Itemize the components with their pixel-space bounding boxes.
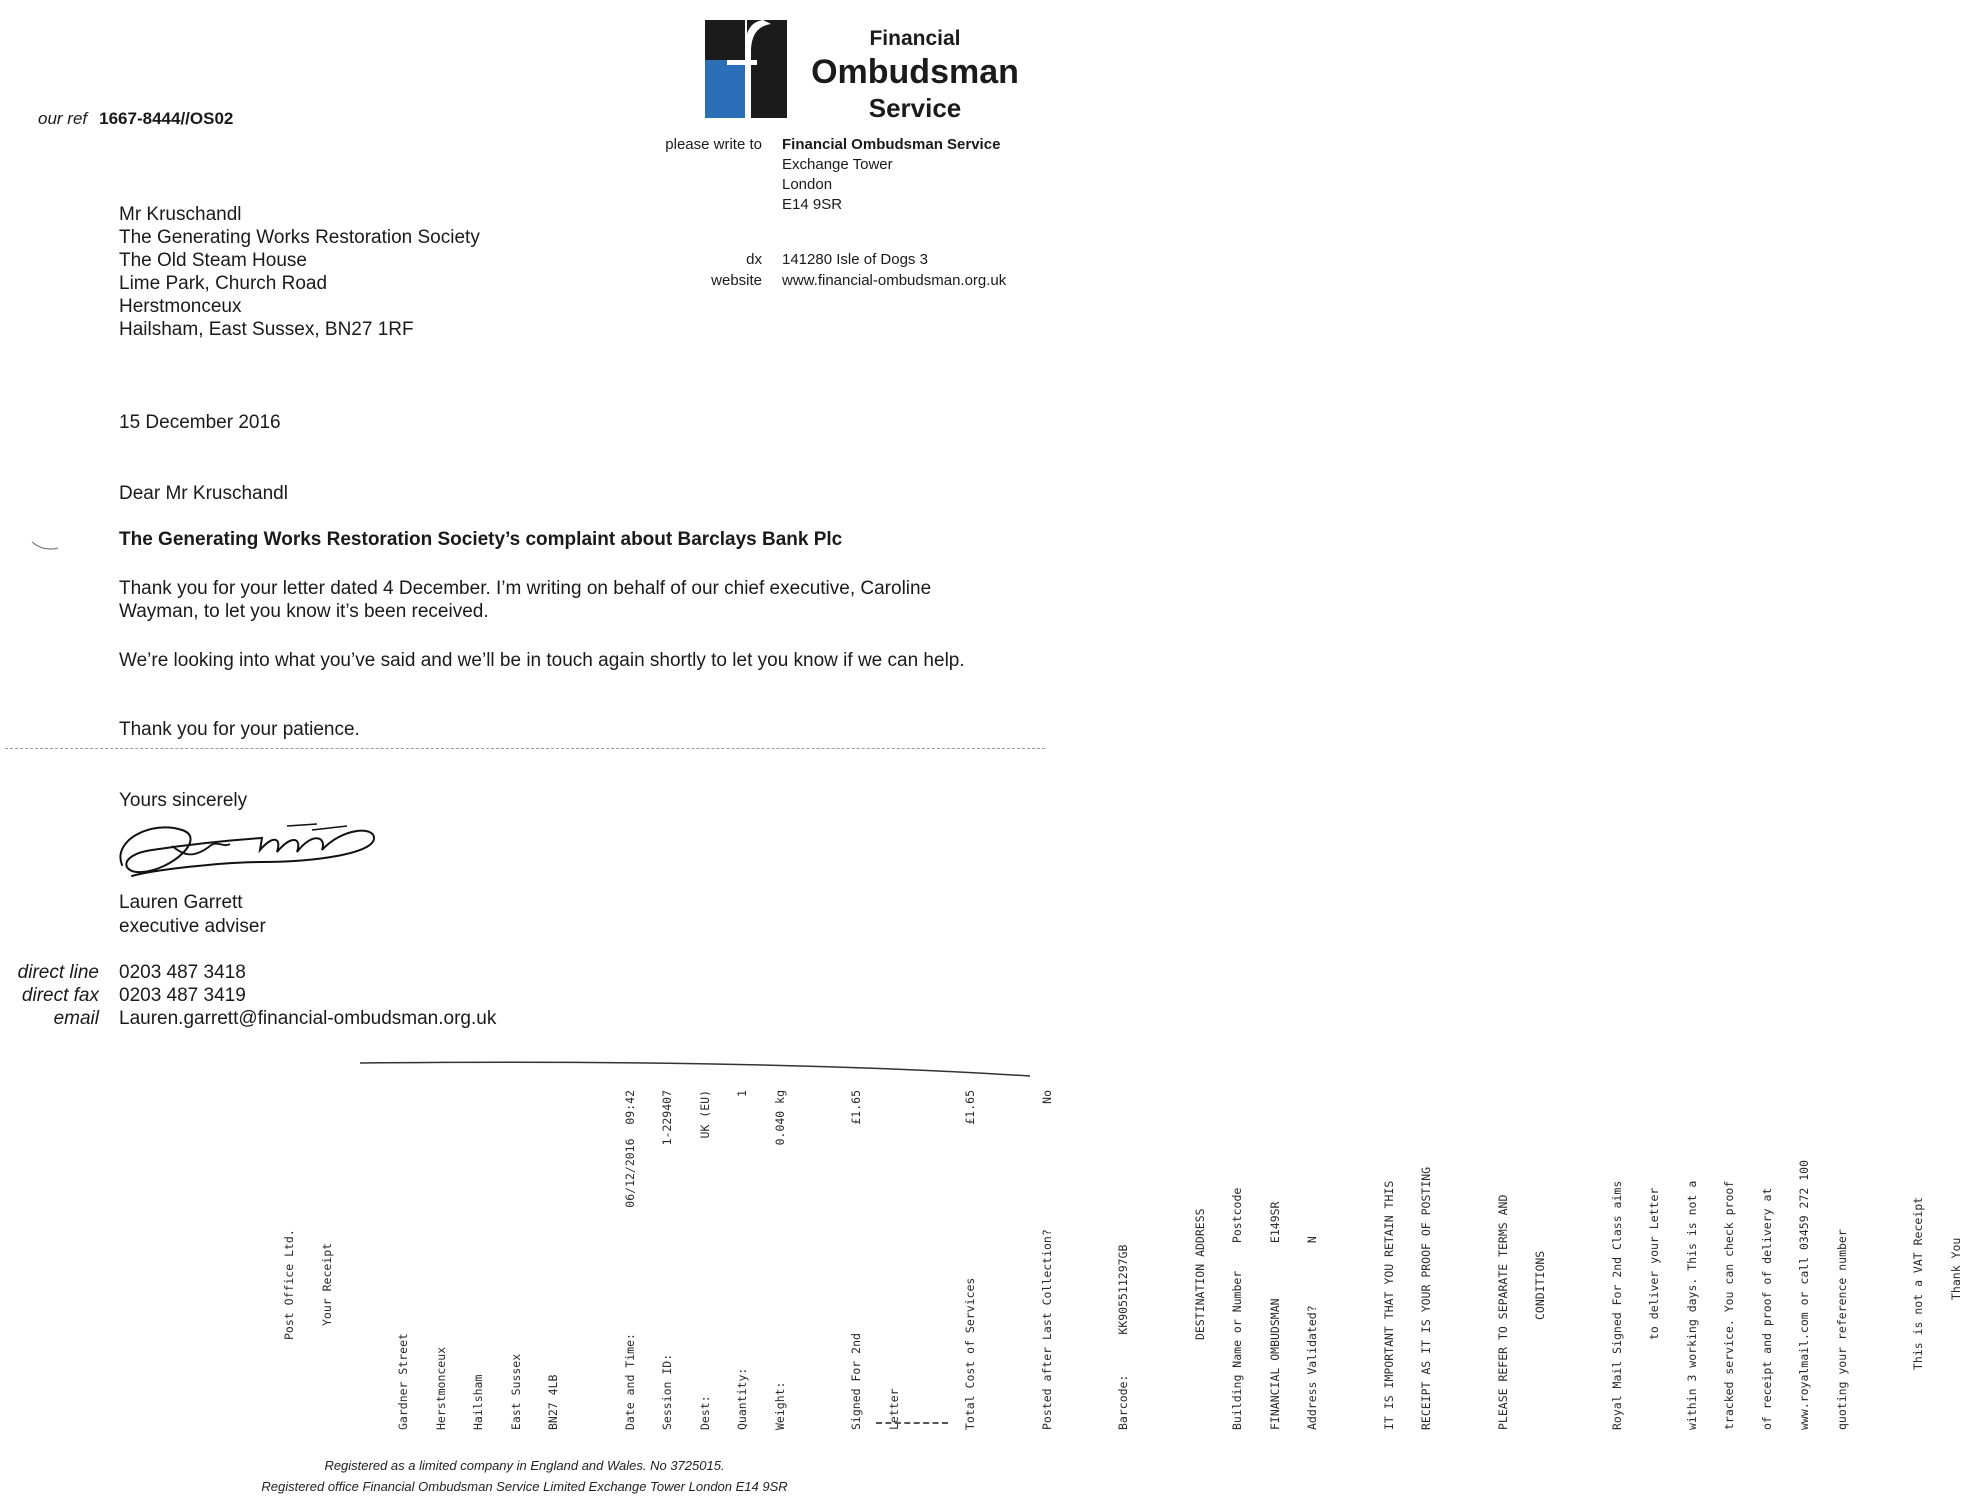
receipt-barcode	[1117, 1090, 1130, 1430]
signature-image	[112, 810, 382, 890]
receipt-terms-line: PLEASE REFER TO SEPARATE TERMS AND	[1495, 1194, 1510, 1430]
receipt-field-label: Quantity:	[735, 1367, 749, 1430]
website-label: website	[711, 272, 762, 289]
write-to-label: please write to	[665, 136, 762, 153]
receipt-barcode-label: Barcode:	[1116, 1374, 1130, 1430]
receipt-royal-mail-line: to deliver your Letter	[1647, 1187, 1661, 1340]
fos-logo-icon	[705, 20, 787, 118]
receipt-notice-line: RECEIPT AS IT IS YOUR PROOF OF POSTING	[1419, 1166, 1433, 1430]
contact-label-direct-fax: direct fax	[21, 985, 99, 1006]
receipt-field	[699, 1090, 712, 1430]
recipient-line: Hailsham, East Sussex, BN27 1RF	[119, 319, 414, 340]
receipt-branch-line: East Sussex	[508, 1353, 523, 1430]
dx-value: 141280 Isle of Dogs 3	[782, 251, 928, 268]
website-link[interactable]: www.financial-ombudsman.org.uk	[782, 272, 1007, 289]
closing: Yours sincerely	[119, 790, 248, 811]
signer-name: Lauren Garrett	[119, 892, 243, 913]
recipient-line: Lime Park, Church Road	[119, 273, 328, 294]
receipt-royal-mail-line: www.royalmail.com or call 03459 272 100	[1797, 1159, 1811, 1430]
contact-labels	[0, 961, 99, 1030]
post-office-receipt	[258, 1090, 1963, 1430]
receipt-destination-line: Address Validated? N	[1305, 1236, 1319, 1430]
footer-line: Registered office Financial Ombudsman Service Limited Exchange Tower London E14 9SR	[261, 1479, 788, 1494]
fos-logo-text	[795, 26, 1035, 124]
letter-subject: The Generating Works Restoration Society’s complaint about Barclays Bank Plc	[119, 529, 843, 550]
receipt-branch-line: Gardner Street	[396, 1333, 410, 1430]
receipt-royal-mail-line: Royal Mail Signed For 2nd Class aims	[1609, 1180, 1624, 1430]
sender-address-line: E14 9SR	[782, 196, 843, 213]
receipt-header: Post Office Ltd.	[282, 1229, 296, 1340]
receipt-branch-line: BN27 4LB	[546, 1374, 560, 1430]
recipient-line: Herstmonceux	[119, 296, 242, 317]
receipt-destination-line: DESTINATION ADDRESS	[1192, 1208, 1207, 1340]
sender-address	[782, 135, 1000, 215]
receipt-royal-mail-line: of receipt and proof of delivery at	[1759, 1187, 1774, 1430]
receipt-destination-line: Building Name or Number Postcode	[1230, 1187, 1244, 1430]
body-paragraph: Thank you for your letter dated 4 December. I’m writing on behalf of our chief executive, Caroline Wayman, to let you know it’s been received.	[119, 578, 932, 622]
salutation: Dear Mr Kruschandl	[119, 483, 288, 504]
receipt-field-label: Dest:	[697, 1395, 712, 1430]
recipient-line: The Old Steam House	[119, 250, 307, 271]
scan-mark	[876, 1422, 948, 1430]
logo-line-financial: Financial	[869, 27, 961, 50]
dx-label: dx	[746, 251, 762, 268]
receipt-posted-value: No	[1039, 1090, 1054, 1104]
receipt-service-label: Signed For 2nd	[849, 1333, 863, 1430]
footer-line: Registered as a limited company in England and Wales. No 3725015.	[324, 1458, 725, 1473]
receipt-total	[964, 1090, 977, 1430]
receipt-terms-line: CONDITIONS	[1533, 1250, 1547, 1320]
receipt-royal-mail-line: within 3 working days. This is not a	[1684, 1180, 1699, 1430]
receipt-total-value: £1.65	[963, 1090, 977, 1125]
logo-line-ombudsman: Ombudsman	[811, 53, 1019, 91]
receipt-field	[661, 1090, 674, 1430]
recipient-line: Mr Kruschandl	[119, 204, 242, 225]
our-reference	[38, 109, 233, 129]
receipt-branch-line: Herstmonceux	[433, 1346, 448, 1430]
receipt-field-label: Session ID:	[660, 1353, 674, 1430]
signer-role: executive adviser	[119, 916, 266, 937]
receipt-vat-line: Thank You	[1948, 1237, 1963, 1300]
receipt-service-value: £1.65	[849, 1090, 863, 1125]
body-paragraph: We’re looking into what you’ve said and we’ll be in touch again shortly to let you know if we can help.	[119, 650, 965, 671]
receipt-field	[774, 1090, 787, 1430]
receipt-field-value: 06/12/2016 09:42	[622, 1090, 637, 1208]
receipt-destination-line: FINANCIAL OMBUDSMAN E149SR	[1267, 1201, 1282, 1430]
receipt-royal-mail-line: quoting your reference number	[1834, 1229, 1849, 1430]
body-paragraph: Thank you for your patience.	[119, 719, 360, 740]
direct-fax-value: 0203 487 3419	[119, 985, 246, 1006]
reference-value: 1667-8444//OS02	[99, 109, 234, 128]
receipt-field-value: 1	[735, 1090, 749, 1097]
contact-label-direct-line: direct line	[17, 962, 99, 983]
receipt-field	[624, 1090, 637, 1430]
recipient-address	[119, 203, 480, 341]
sender-address-line: London	[782, 176, 833, 193]
receipt-service-label-2: Letter	[886, 1388, 901, 1430]
receipt-edge	[360, 1060, 1030, 1080]
receipt-notice-line: IT IS IMPORTANT THAT YOU RETAIN THIS	[1381, 1180, 1396, 1430]
letter-date: 15 December 2016	[119, 412, 281, 433]
receipt-field-value: UK (EU)	[697, 1090, 712, 1139]
logo-line-service: Service	[868, 93, 962, 123]
email-link[interactable]: Lauren.garrett@financial-ombudsman.org.uk	[119, 1008, 497, 1029]
receipt-posted	[1041, 1090, 1054, 1430]
receipt-field-label: Weight:	[772, 1381, 787, 1430]
page-footer	[0, 1455, 1049, 1497]
scan-mark	[30, 538, 60, 552]
receipt-barcode-value: KK905511297GB	[1116, 1244, 1130, 1335]
divider	[5, 748, 1045, 749]
receipt-vat-line: This is not a VAT Receipt	[1911, 1196, 1925, 1370]
sender-address-line: Exchange Tower	[782, 156, 893, 173]
direct-line-value: 0203 487 3418	[119, 962, 246, 983]
receipt-posted-label: Posted after Last Collection?	[1039, 1229, 1054, 1430]
receipt-header: Your Receipt	[319, 1242, 334, 1326]
receipt-field-value: 1-229407	[660, 1090, 674, 1146]
receipt-service	[850, 1090, 863, 1430]
sender-address-line: Financial Ombudsman Service	[782, 136, 1001, 153]
receipt-field	[736, 1090, 749, 1430]
reference-label: our ref	[38, 109, 88, 128]
receipt-royal-mail-line: tracked service. You can check proof	[1722, 1180, 1736, 1430]
contact-label-email: email	[53, 1008, 99, 1029]
receipt-field-label: Date and Time:	[622, 1333, 637, 1430]
recipient-line: The Generating Works Restoration Society	[119, 227, 480, 248]
contact-values	[119, 961, 496, 1030]
receipt-field-value: 0.040 kg	[772, 1090, 787, 1146]
receipt-branch-line: Hailsham	[471, 1374, 485, 1430]
receipt-total-label: Total Cost of Services	[963, 1277, 977, 1430]
